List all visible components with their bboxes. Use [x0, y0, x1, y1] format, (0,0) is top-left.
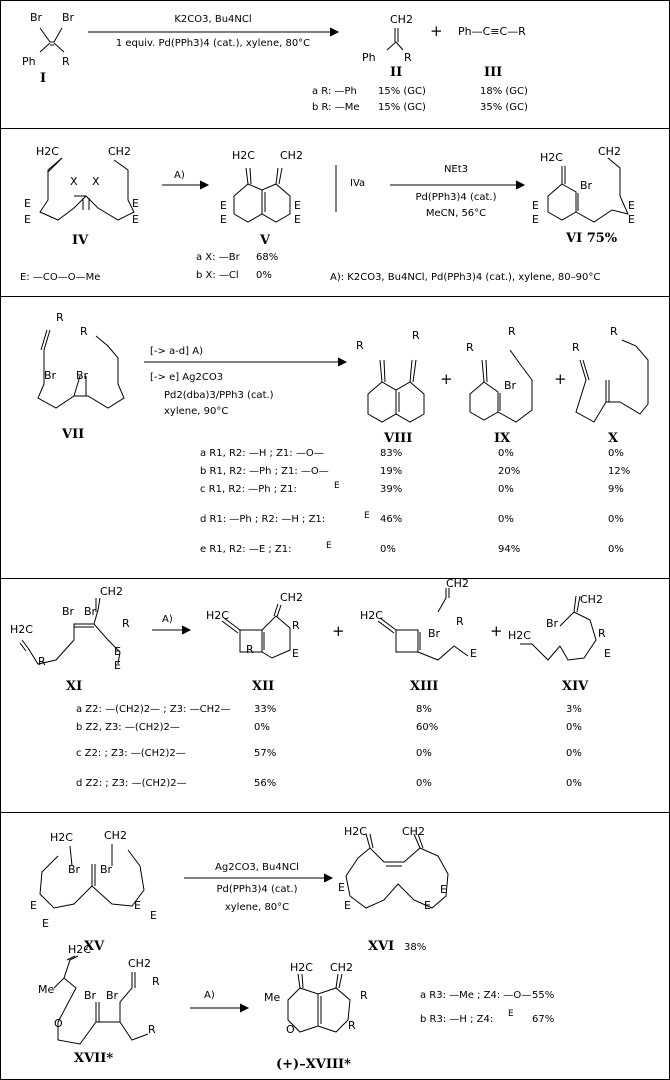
yield-XIV-a: 3%	[566, 704, 582, 715]
yield-III-a: 18% (GC)	[480, 86, 528, 97]
compound-XII-structure	[222, 604, 290, 658]
arrow-VII	[144, 358, 346, 366]
atom-R2: R	[80, 325, 88, 338]
compound-label-XIII: XIII	[410, 679, 439, 694]
atom-CH2: CH2	[100, 585, 123, 598]
atom-Z3: R	[598, 627, 606, 640]
atom-Z4: R	[348, 1019, 356, 1032]
entry-6a: a R3: —Me ; Z4: —O—	[420, 990, 532, 1001]
yield-IX-a: 0%	[498, 448, 514, 459]
compound-II-structure	[387, 28, 403, 50]
entry-6b: b R3: —H ; Z4:	[420, 1014, 494, 1025]
atom-E: E	[628, 199, 635, 212]
compound-label-VII: VII	[62, 427, 85, 442]
yield-XIII-c: 0%	[416, 748, 432, 759]
yield-III-b: 35% (GC)	[480, 102, 528, 113]
atom-Br: Br	[84, 989, 97, 1002]
yield-XII-d: 56%	[254, 778, 277, 789]
atom-Ph: Ph	[22, 55, 36, 68]
compound-V-structure	[234, 168, 290, 222]
conditions-1: 1 equiv. Pd(PPh3)4 (cat.), xylene, 80°C	[115, 38, 311, 49]
entry-b: b R: —Me	[312, 102, 360, 113]
condition-solvent: xylene, 90°C	[164, 406, 229, 417]
compound-label-XII: XII	[252, 679, 275, 694]
yield-XIV-c: 0%	[566, 748, 582, 759]
reagents-5: Ag2CO3, Bu4NCl	[215, 862, 299, 873]
compound-label-XV: XV	[84, 939, 105, 954]
entry-b-X: b X: —Cl	[196, 270, 239, 281]
atom-CH2: CH2	[108, 145, 131, 158]
compound-IX-structure	[470, 350, 532, 422]
atom-R1: R	[356, 339, 364, 352]
atom-E: E	[338, 881, 345, 894]
ester-branch: E	[508, 1009, 514, 1019]
atom-O: O	[54, 1017, 63, 1030]
legend-E: E: —CO—O—Me	[20, 272, 101, 283]
compound-label-XVIII: (+)–XVIII*	[276, 1057, 351, 1072]
yield-XIII-b: 60%	[416, 722, 439, 733]
entry-4b: b Z2, Z3: —(CH2)2—	[76, 722, 180, 733]
condition-e: [-> e] Ag2CO3	[150, 372, 224, 383]
condition-A: A)	[204, 990, 215, 1001]
atom-R: R	[404, 51, 412, 64]
atom-Z3: R	[292, 619, 300, 632]
atom-R3: R	[152, 975, 160, 988]
compound-XVIII-structure	[288, 974, 350, 1032]
atom-Ph: Ph	[362, 51, 376, 64]
plus-sign: +	[554, 370, 567, 388]
yield-X-a: 0%	[608, 448, 624, 459]
atom-Z3: R	[456, 615, 464, 628]
compound-X-structure	[576, 340, 648, 422]
atom-E: E	[134, 899, 141, 912]
condition-a-d: [-> a-d] A)	[150, 346, 203, 357]
atom-E: E	[42, 917, 49, 930]
reagent-NEt3: NEt3	[443, 164, 469, 175]
atom-E: E	[24, 197, 31, 210]
yield-X-b: 12%	[608, 466, 631, 477]
atom-R2: R	[412, 329, 420, 342]
atom-CH2: CH2	[580, 593, 603, 606]
compound-IVa-label: IVa	[350, 178, 366, 189]
atom-E: E	[628, 213, 635, 226]
atom-X: X	[70, 175, 78, 188]
compound-label-X: X	[608, 431, 619, 446]
atom-E: E	[114, 659, 121, 672]
condition-catalyst: Pd2(dba)3/PPh3 (cat.)	[164, 390, 274, 401]
yield-VIII-a: 83%	[380, 448, 403, 459]
atom-Z3: R	[122, 617, 130, 630]
yield-VIII-b: 19%	[380, 466, 403, 477]
compound-label-XIV: XIV	[562, 679, 589, 694]
compound-label-III: III	[484, 65, 503, 80]
atom-E: E	[294, 199, 301, 212]
atom-CH2: CH2	[280, 149, 303, 162]
yield-X-e: 0%	[608, 544, 624, 555]
yield-IX-c: 0%	[498, 484, 514, 495]
atom-H2C: H2C	[50, 831, 73, 844]
atom-Br: Br	[44, 369, 57, 382]
compound-IV-structure	[40, 158, 134, 220]
yield-XIII-d: 0%	[416, 778, 432, 789]
compound-VIII-structure	[368, 360, 424, 422]
atom-Br: Br	[30, 11, 43, 24]
yield-XVI: 38%	[404, 942, 427, 953]
atom-R2: R	[508, 325, 516, 338]
yield-XVIII-a: 55%	[532, 990, 555, 1001]
atom-Br: Br	[580, 179, 593, 192]
yield-XII-c: 57%	[254, 748, 277, 759]
atom-H2C: H2C	[206, 609, 229, 622]
reagent-solvent: MeCN, 56°C	[425, 208, 487, 219]
plus-sign: +	[332, 622, 345, 640]
compound-XIII-structure	[378, 588, 468, 660]
arrow-NEt3	[390, 181, 524, 189]
legend-A: A): K2CO3, Bu4NCl, Pd(PPh3)4 (cat.), xylene, 80–90°C	[330, 272, 601, 283]
entry-3d: d R1: —Ph ; R2: —H ; Z1:	[200, 514, 326, 525]
atom-Br: Br	[428, 627, 441, 640]
entry-3b: b R1, R2: —Ph ; Z1: —O—	[200, 466, 329, 477]
yield-IX-b: 20%	[498, 466, 521, 477]
atom-R1: R	[56, 311, 64, 324]
atom-E: E	[30, 899, 37, 912]
atom-E: E	[604, 647, 611, 660]
yield-XIV-d: 0%	[566, 778, 582, 789]
yield-IX-e: 94%	[498, 544, 521, 555]
atom-Br: Br	[84, 605, 97, 618]
yield-VIII-d: 46%	[380, 514, 403, 525]
atom-Br: Br	[76, 369, 89, 382]
compound-label-XVII: XVII*	[74, 1051, 114, 1066]
compound-XV-structure	[40, 844, 144, 908]
atom-R1: R	[466, 341, 474, 354]
condition-A: A)	[162, 614, 173, 625]
atom-Z2: R	[38, 655, 46, 668]
reagents-1: K2CO3, Bu4NCl	[174, 14, 252, 25]
atom-Br: Br	[62, 11, 75, 24]
yield-II-b: 15% (GC)	[378, 102, 426, 113]
atom-E: E	[220, 199, 227, 212]
atom-H2C: H2C	[508, 629, 531, 642]
compound-label-XI: XI	[66, 679, 83, 694]
entry-3a: a R1, R2: —H ; Z1: —O—	[200, 448, 324, 459]
yield-XII-b: 0%	[254, 722, 270, 733]
arrow-A-2	[162, 181, 208, 189]
atom-CH2: CH2	[280, 591, 303, 604]
yield-X-d: 0%	[608, 514, 624, 525]
yield-VIII-e: 0%	[380, 544, 396, 555]
compound-XVI-structure	[346, 834, 448, 908]
atom-CH2: CH2	[104, 829, 127, 842]
condition-A: A)	[174, 170, 185, 181]
entry-3c: c R1, R2: —Ph ; Z1:	[200, 484, 297, 495]
atom-CH2: CH2	[128, 957, 151, 970]
atom-E: E	[424, 899, 431, 912]
reagent-catalyst: Pd(PPh3)4 (cat.)	[415, 192, 497, 203]
ester-branch: E	[364, 511, 370, 521]
atom-H2C: H2C	[232, 149, 255, 162]
alkyne-formula: Ph—C≡C—R	[458, 25, 526, 38]
atom-CH2: CH2	[446, 577, 469, 590]
atom-H2C: H2C	[68, 943, 91, 956]
compound-label-VIII: VIII	[384, 431, 413, 446]
atom-O: O	[286, 1023, 295, 1036]
entry-a: a R: —Ph	[312, 86, 357, 97]
yield-V-b: 0%	[256, 270, 272, 281]
atom-R: R	[62, 55, 70, 68]
atom-E: E	[470, 647, 477, 660]
arrow-A-6	[190, 1004, 248, 1012]
compound-label-V: V	[260, 233, 271, 248]
ester-branch: E	[326, 541, 332, 551]
atom-R2: R	[610, 325, 618, 338]
catalyst-5: Pd(PPh3)4 (cat.)	[216, 884, 298, 895]
compound-label-VI: VI 75%	[566, 231, 618, 246]
entry-a-X: a X: —Br	[196, 252, 240, 263]
atom-H2C: H2C	[10, 623, 33, 636]
yield-II-a: 15% (GC)	[378, 86, 426, 97]
yield-IX-d: 0%	[498, 514, 514, 525]
arrow-scheme-5	[184, 874, 332, 882]
yield-X-c: 9%	[608, 484, 624, 495]
yield-XII-a: 33%	[254, 704, 277, 715]
atom-Br: Br	[106, 989, 119, 1002]
compound-label-I: I	[40, 71, 47, 86]
plus-sign: +	[490, 622, 503, 640]
yield-V-a: 68%	[256, 252, 279, 263]
entry-4c: c Z2: ; Z3: —(CH2)2—	[76, 748, 186, 759]
entry-4a: a Z2: —(CH2)2— ; Z3: —CH2—	[76, 704, 231, 715]
atom-E: E	[114, 645, 121, 658]
atom-Br: Br	[546, 617, 559, 630]
atom-E: E	[220, 213, 227, 226]
reaction-arrow-1	[88, 28, 338, 36]
atom-E: E	[294, 213, 301, 226]
atom-Me: Me	[38, 983, 55, 996]
plus-sign: +	[440, 370, 453, 388]
atom-R3: R	[360, 989, 368, 1002]
ester-branch: E	[334, 481, 340, 491]
yield-XIII-a: 8%	[416, 704, 432, 715]
compound-label-IV: IV	[72, 233, 89, 248]
compound-label-IX: IX	[494, 431, 511, 446]
atom-H2C: H2C	[360, 609, 383, 622]
atom-E: E	[532, 199, 539, 212]
atom-Br: Br	[504, 379, 517, 392]
yield-VIII-c: 39%	[380, 484, 403, 495]
atom-CH2: CH2	[390, 13, 413, 26]
arrow-A-4	[152, 626, 190, 634]
entry-3e: e R1, R2: —E ; Z1:	[200, 544, 292, 555]
atom-E: E	[24, 213, 31, 226]
atom-Z4: R	[148, 1023, 156, 1036]
atom-R1: R	[572, 341, 580, 354]
atom-H2C: H2C	[540, 151, 563, 164]
atom-E: E	[132, 213, 139, 226]
atom-Br: Br	[62, 605, 75, 618]
atom-Br: Br	[100, 863, 113, 876]
atom-CH2: CH2	[402, 825, 425, 838]
atom-Br: Br	[68, 863, 81, 876]
atom-X: X	[92, 175, 100, 188]
yield-XVIII-b: 67%	[532, 1014, 555, 1025]
plus-sign: +	[430, 22, 443, 40]
atom-H2C: H2C	[344, 825, 367, 838]
compound-label-II: II	[390, 65, 403, 80]
compound-I-structure	[40, 28, 64, 52]
atom-Z2: R	[246, 643, 254, 656]
yield-XIV-b: 0%	[566, 722, 582, 733]
compound-label-XVI: XVI	[368, 939, 395, 954]
atom-H2C: H2C	[36, 145, 59, 158]
solvent-5: xylene, 80°C	[224, 902, 290, 913]
atom-E: E	[150, 909, 157, 922]
atom-E: E	[292, 647, 299, 660]
atom-CH2: CH2	[598, 145, 621, 158]
atom-E: E	[532, 213, 539, 226]
atom-H2C: H2C	[290, 961, 313, 974]
atom-E: E	[132, 197, 139, 210]
entry-4d: d Z2: ; Z3: —(CH2)2—	[76, 778, 187, 789]
atom-E: E	[344, 899, 351, 912]
atom-Me: Me	[264, 991, 281, 1004]
atom-E: E	[440, 883, 447, 896]
atom-CH2: CH2	[330, 961, 353, 974]
